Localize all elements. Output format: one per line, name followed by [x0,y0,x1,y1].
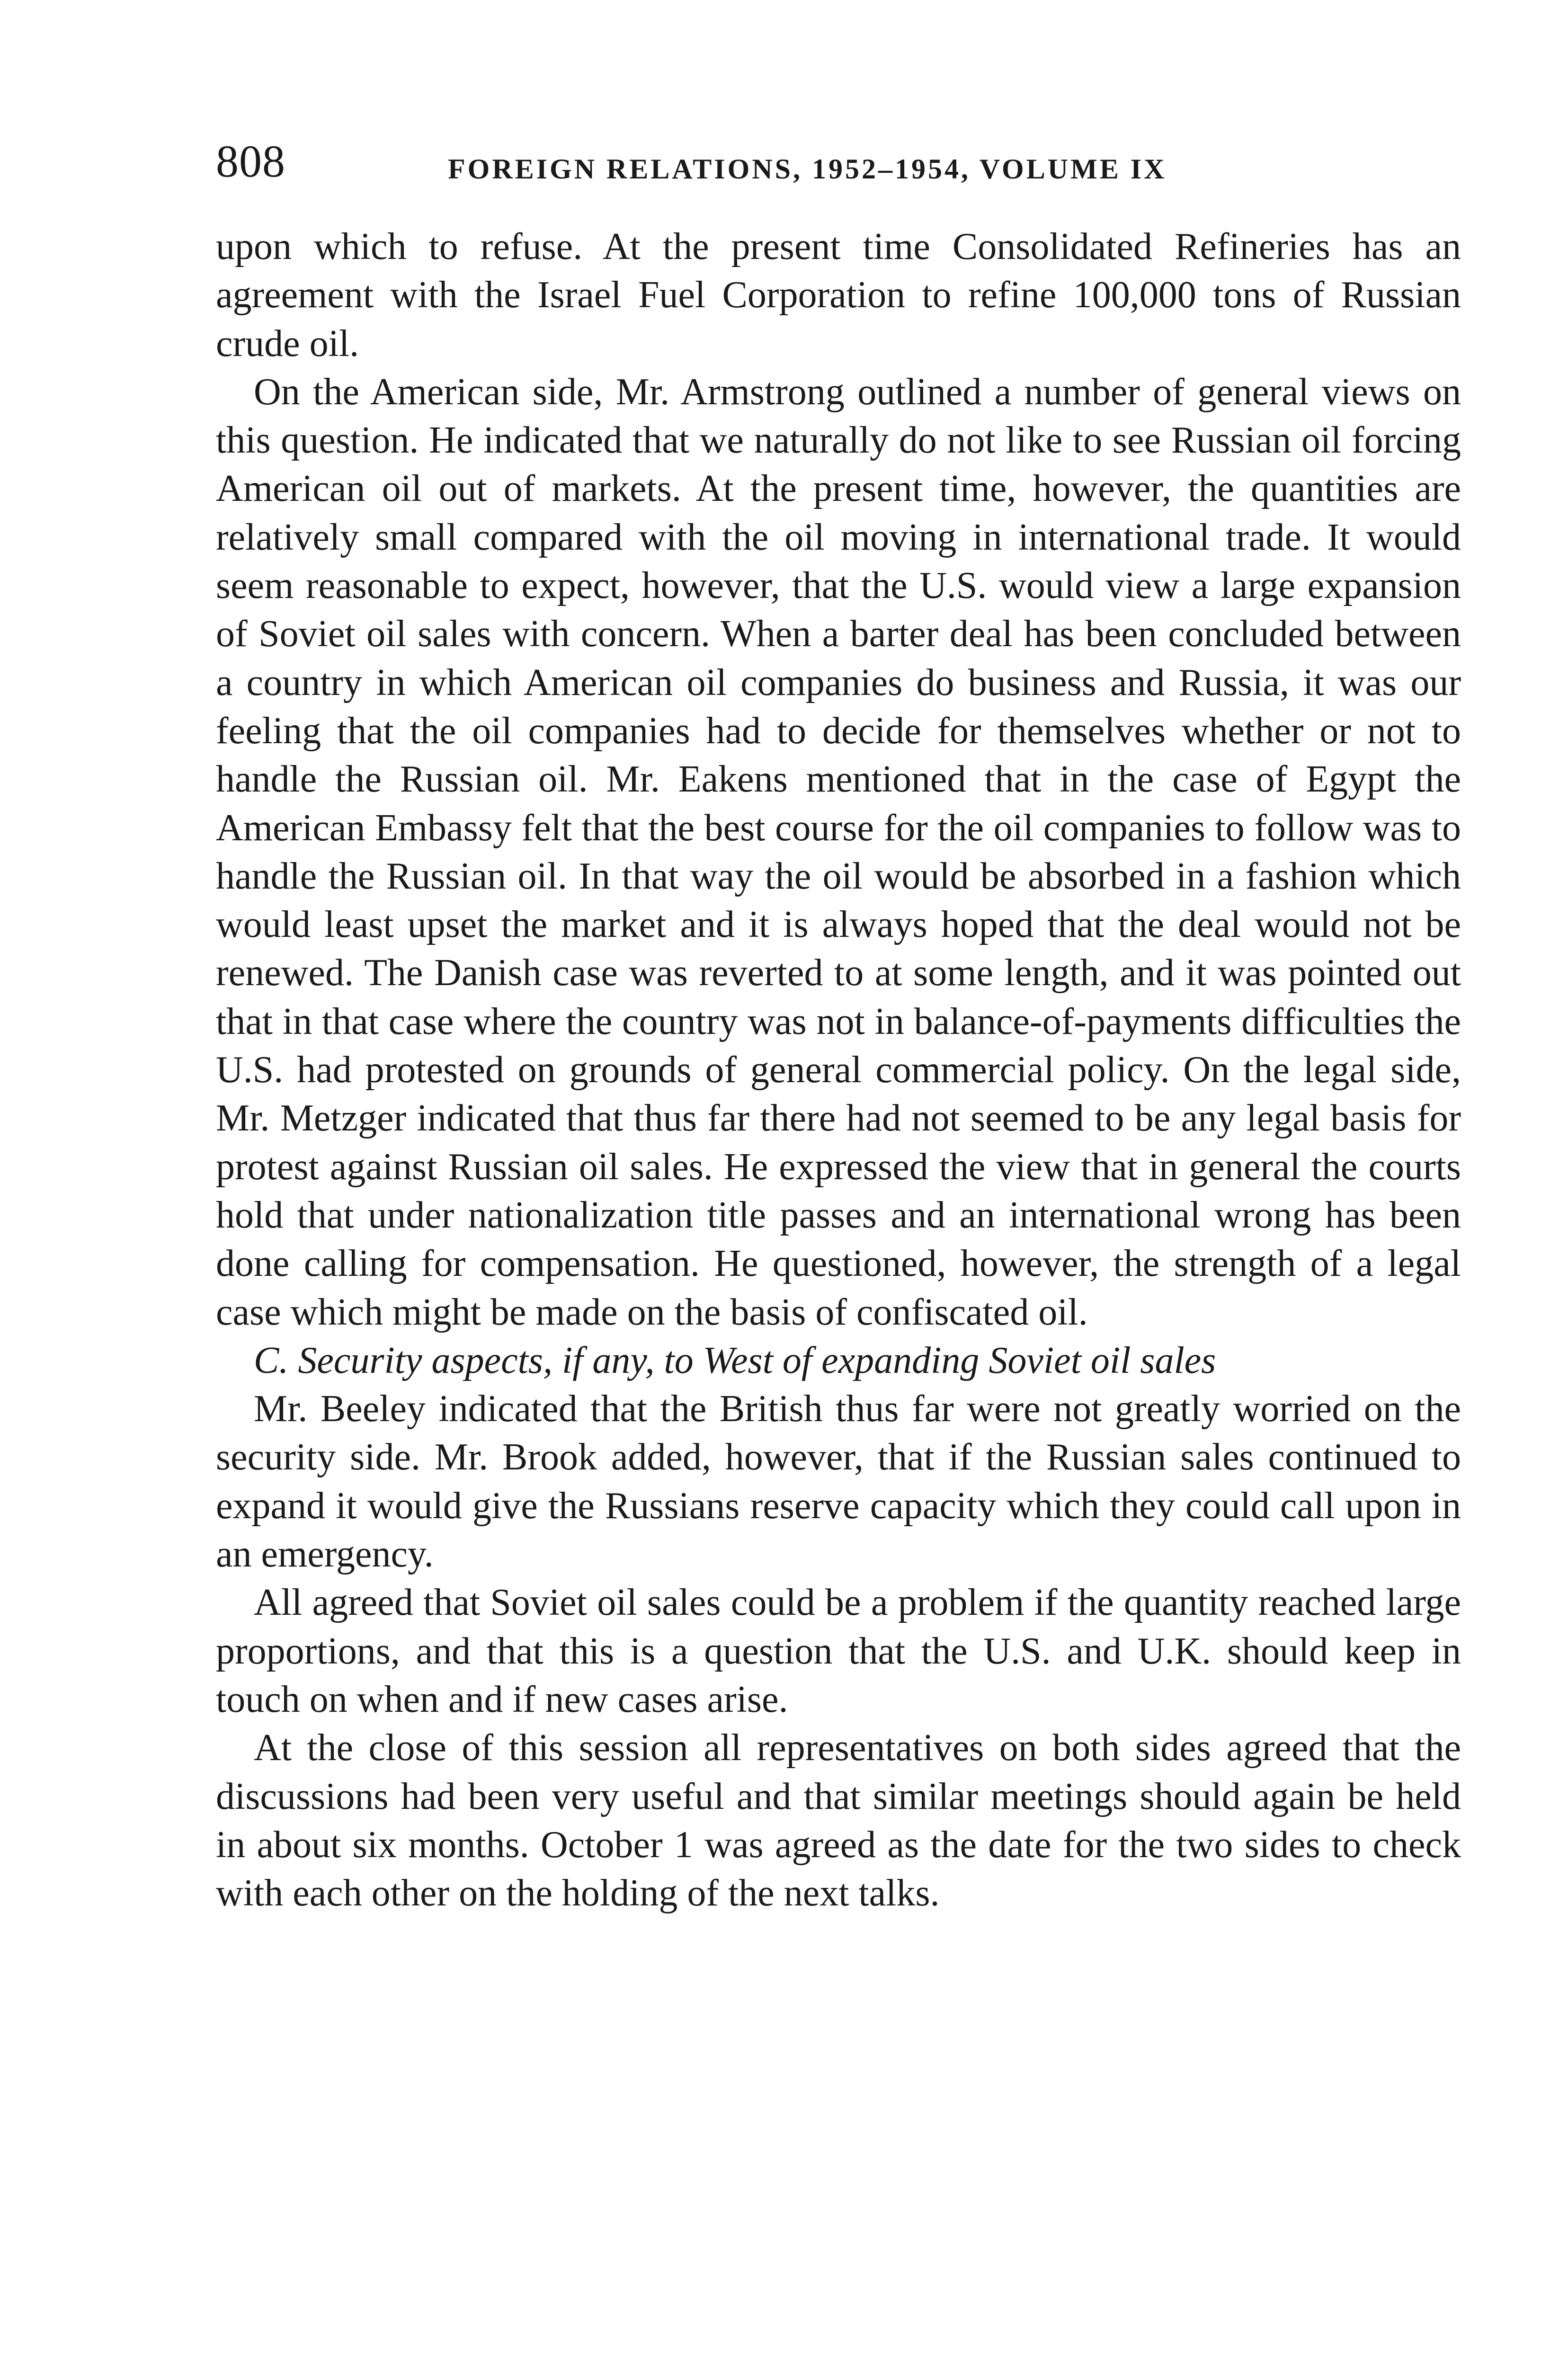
paragraph-closing: At the close of this session all representatives on both sides agreed that the discussions had been very useful and that similar meetings should again be held in about six months. October 1 was agreed as the date for the two sides to check with each other on the holding of the next talks. [216,1727,1461,1914]
paragraph-agreement: All agreed that Soviet oil sales could be a problem if the quantity reached large proportions, and that this is a question that the U.S. and U.K. should keep in touch on when and if new cases arise. [216,1582,1461,1720]
page-header [216,135,1352,202]
paragraph-security: Mr. Beeley indicated that the British thus far were not greatly worried on the security side. Mr. Brook added, however, that if the Russian sales continued to expand it would give the Russians reserve capacity which they could call upon in an emergency. [216,1388,1461,1575]
paragraph-american-side: On the American side, Mr. Armstrong outlined a number of general views on this question. He indicated that we naturally do not like to see Russian oil forcing American oil out of markets. At the present time, however, the quantities are relatively small compared with the oil moving in international trade. It would seem reasonable to expect, however, that the U.S. would view a large expansion of Soviet oil sales with concern. When a barter deal has been concluded between a country in which American oil companies do business and Russia, it was our feeling that the oil companies had to decide for themselves whether or not to handle the Russian oil. Mr. Eakens mentioned that in the case of Egypt the American Embassy felt that the best course for the oil companies to follow was to handle the Russian oil. In that way the oil would be absorbed in a fashion which would least upset the market and it is always hoped that the deal would not be renewed. The Danish case was reverted to at some length, and it was pointed out that in that case where the country was not in balance-of-payments difficulties the U.S. had protested on grounds of general commercial policy. On the legal side, Mr. Metzger indicated that thus far there had not seemed to be any legal basis for protest against Russian oil sales. He expressed the view that in general the courts hold that under nationalization title passes and an international wrong has been done calling for compensation. He questioned, however, the strength of a legal case which might be made on the basis of confiscated oil. [216,371,1461,1333]
page-number: 808 [216,136,285,187]
running-title: FOREIGN RELATIONS, 1952–1954, VOLUME IX [448,153,1167,185]
section-heading: C. Security aspects, if any, to West of expanding Soviet oil sales [254,1339,1216,1381]
body-text [216,222,1461,1917]
paragraph-continuation: upon which to refuse. At the present time Consolidated Refineries has an agreement with the Israel Fuel Corporation to refine 100,000 tons of Russian crude oil. [216,226,1461,365]
